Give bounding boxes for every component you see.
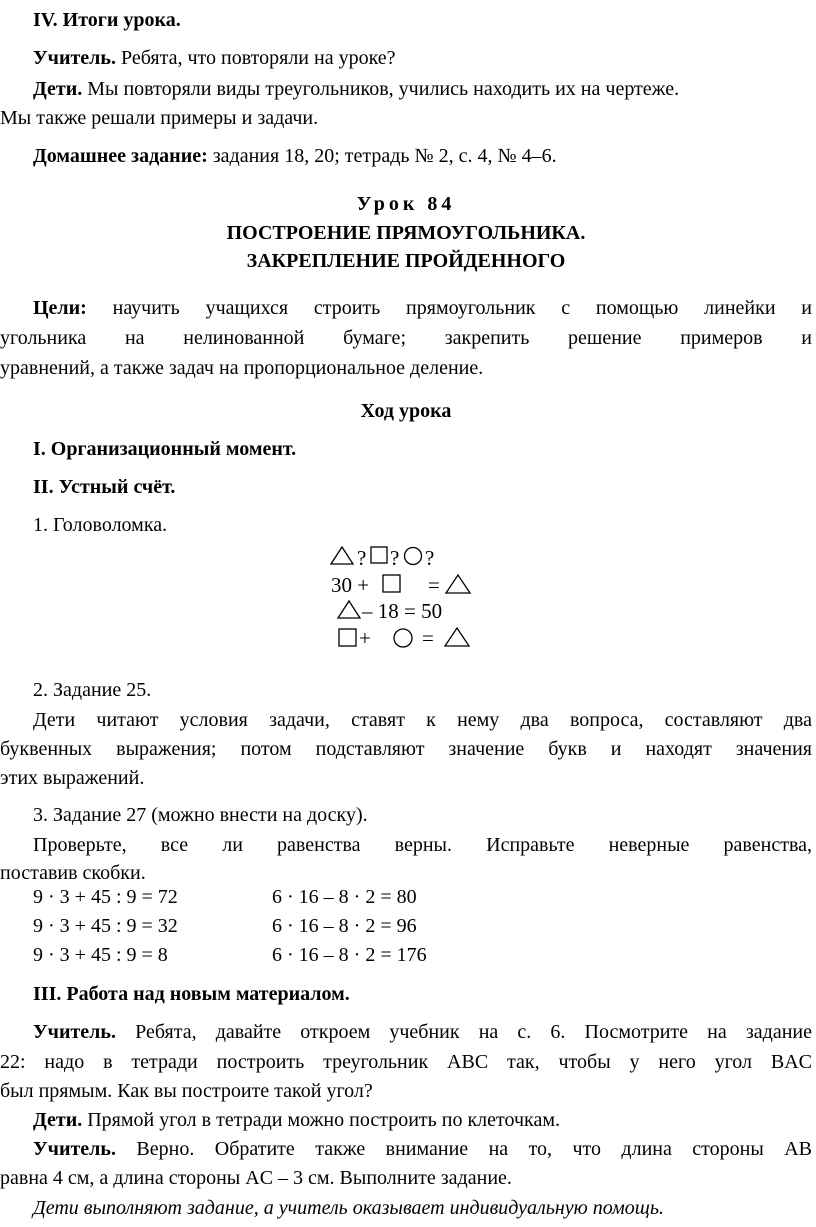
equals-sign: = [422, 626, 434, 650]
teacher-reply-line2: равна 4 см, а длина стороны AC – 3 см. Выполните задание. [0, 1167, 512, 1189]
puzzle-figure [328, 545, 488, 661]
teacher-reply-line1: Учитель. Верно. Обратите также внимание на то, что длина стороны AB [33, 1138, 812, 1160]
equation-left: 9 · 3 + 45 : 9 = 72 [33, 886, 178, 908]
equation-row [0, 911, 812, 941]
goals-line1: Цели: научить учащихся строить прямоугольник с помощью линейки и [33, 297, 812, 319]
task27-line2: поставив скобки. [0, 862, 146, 884]
triangle-icon [331, 547, 353, 564]
equals-sign: = [428, 573, 440, 597]
plus-sign: + [359, 626, 371, 650]
task25-line1: Дети читают условия задачи, ставят к нему два вопроса, составляют два [33, 709, 812, 731]
task27-line1: Проверьте, все ли равенства верны. Исправьте неверные равенства, [33, 834, 812, 856]
lesson-title-line1: ПОСТРОЕНИЕ ПРЯМОУГОЛЬНИКА. [226, 222, 586, 244]
puzzle-item-title: 1. Головоломка. [33, 514, 168, 536]
question-mark: ? [390, 546, 400, 570]
lesson-title-line2: ЗАКРЕПЛЕНИЕ ПРОЙДЕННОГО [246, 250, 566, 272]
square-icon [339, 629, 356, 646]
equation-right: 6 · 16 – 8 · 2 = 80 [272, 886, 417, 908]
task25-line2: буквенных выражения; потом подставляют значение букв и находят значения [0, 738, 812, 760]
puzzle-thirty-plus: 30 + [331, 573, 370, 597]
question-mark: ? [357, 546, 367, 570]
equation-row [0, 882, 812, 912]
equation-row [0, 940, 812, 970]
question-mark: ? [425, 546, 435, 570]
section-3-heading: III. Работа над новым материалом. [33, 983, 350, 1005]
task27-title: 3. Задание 27 (можно внести на доску). [33, 804, 368, 826]
goals-line2: угольника на нелинованной бумаге; закрепить решение примеров и [0, 327, 812, 349]
teacher-question: Учитель. Ребята, что повторяли на уроке? [33, 47, 396, 69]
triangle-icon [446, 575, 470, 593]
triangle-icon [445, 628, 469, 646]
circle-icon [394, 629, 412, 647]
equation-left: 9 · 3 + 45 : 9 = 32 [33, 915, 178, 937]
circle-icon [405, 548, 422, 565]
teacher-task-line3: был прямым. Как вы построите такой угол? [0, 1080, 373, 1102]
homework: Домашнее задание: задания 18, 20; тетрадь № 2, с. 4, № 4–6. [33, 145, 557, 167]
teacher-task-line1: Учитель. Ребята, давайте откроем учебник на с. 6. Посмотрите на задание [33, 1021, 812, 1043]
kids-answer-line2: Мы также решали примеры и задачи. [0, 107, 319, 129]
course-heading: Ход урока [360, 400, 452, 422]
task25-line3: этих выражений. [0, 767, 145, 789]
lesson-number: Урок 84 [356, 193, 456, 215]
square-icon [383, 575, 400, 592]
org-moment-heading: I. Организационный момент. [33, 438, 297, 460]
goals-line3: уравнений, а также задач на пропорциональное деление. [0, 357, 484, 379]
kids-answer-line1: Дети. Мы повторяли виды треугольников, учились находить их на чертеже. [33, 78, 680, 100]
equation-right: 6 · 16 – 8 · 2 = 96 [272, 915, 417, 937]
task25-title: 2. Задание 25. [33, 679, 152, 701]
triangle-icon [338, 601, 360, 618]
kids-reply: Дети. Прямой угол в тетради можно построить по клеточкам. [33, 1109, 561, 1131]
square-icon [371, 547, 387, 563]
teacher-task-line2: 22: надо в тетради построить треугольник ABC так, чтобы у него угол BAC [0, 1051, 812, 1073]
section-4-heading: IV. Итоги урока. [33, 9, 181, 31]
equation-right: 6 · 16 – 8 · 2 = 176 [272, 944, 427, 966]
oral-count-heading: II. Устный счёт. [33, 476, 176, 498]
equation-left: 9 · 3 + 45 : 9 = 8 [33, 944, 168, 966]
activity-note: Дети выполняют задание, а учитель оказывает индивидуальную помощь. [33, 1197, 664, 1219]
puzzle-minus-eighteen: – 18 = 50 [362, 599, 443, 623]
